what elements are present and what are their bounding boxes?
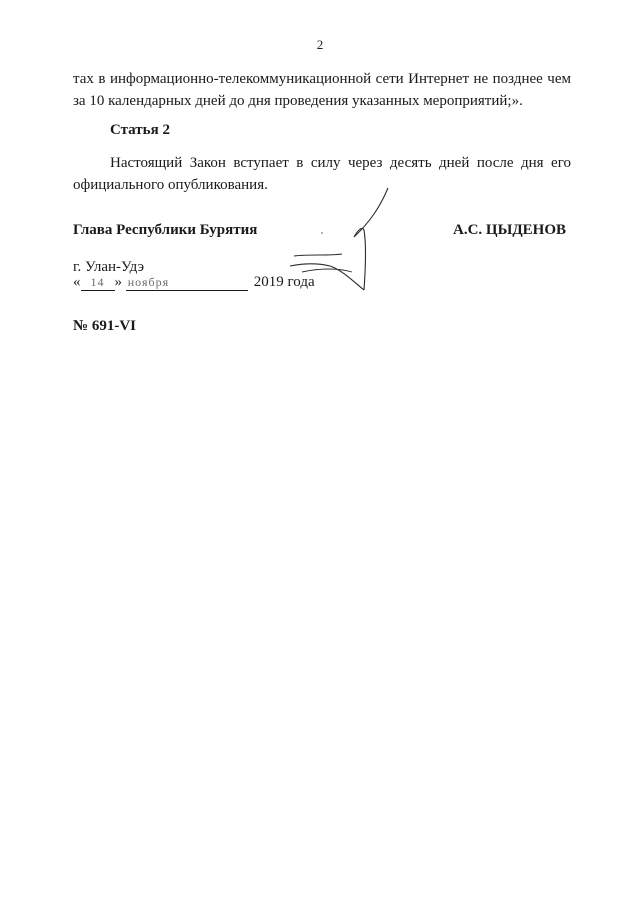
law-number: № 691-VI [73, 318, 136, 334]
article-paragraph: Настоящий Закон вступает в силу через десять дней после дня его официального опубликования. [73, 155, 571, 193]
signer-name: А.С. ЦЫДЕНОВ [453, 222, 566, 238]
date-month: ноября [126, 275, 248, 291]
signer-title: Глава Республики Бурятия [73, 222, 258, 238]
date-open-quote: « [73, 274, 81, 290]
date-day: 14 [81, 275, 115, 291]
date-close-quote: » [114, 274, 122, 290]
article-heading: Статья 2 [110, 122, 170, 138]
signature-dot [321, 232, 323, 234]
date-year: 2019 года [253, 274, 315, 290]
continued-paragraph: тах в информационно-телекоммуникационной сети Интернет не позднее чем за 10 календарных дней до дня проведения указанных мероприятий;». [73, 71, 571, 109]
page-number: 2 [316, 37, 324, 52]
city: г. Улан-Удэ [73, 259, 145, 275]
signing-date [73, 274, 315, 291]
